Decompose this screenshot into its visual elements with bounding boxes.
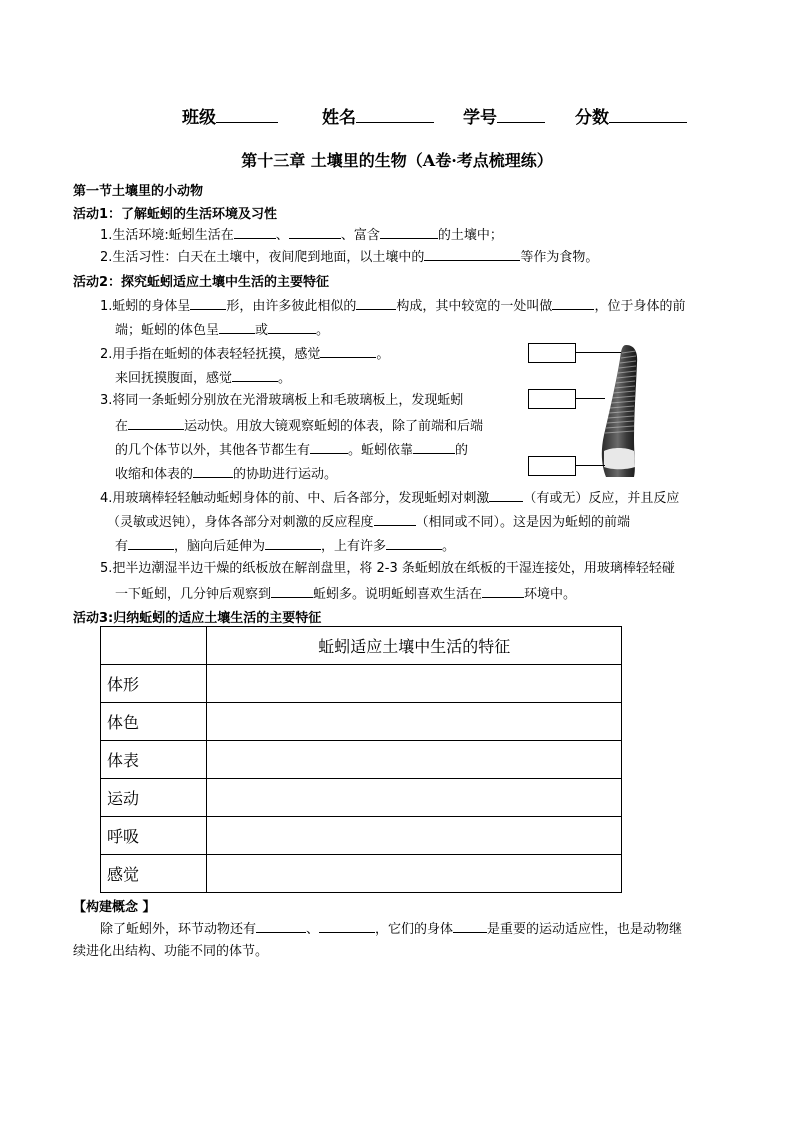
concept-line1: 除了蚯蚓外，环节动物还有 、 ，它们的身体 是重要的运动适应性，也是动物继 (100, 922, 683, 937)
score-label: 分数 (575, 108, 609, 128)
class-label: 班级 (182, 108, 216, 128)
blank-input[interactable] (453, 920, 487, 933)
row-label: 体色 (101, 703, 207, 741)
activity1-item2: 2.生活习性：白天在土壤中，夜间爬到地面，以土壤中的 等作为食物。 (100, 250, 599, 265)
label-pointer-line (575, 352, 621, 353)
table-row (101, 665, 622, 703)
blank-input[interactable] (265, 537, 321, 550)
activity2-q4-line1: 4.用玻璃棒轻轻触动蚯蚓身体的前、中、后各部分，发现蚯蚓对刺激 （有或无）反应，并且反应 (100, 491, 680, 506)
earthworm-image (594, 343, 648, 479)
activity2-q4-line3: 有 ，脑向后延伸为 ，上有许多 。 (115, 539, 456, 554)
activity2-q1-line2: 端；蚯蚓的体色呈 或 。 (115, 323, 330, 338)
table-row (101, 779, 622, 817)
row-label: 呼吸 (101, 817, 207, 855)
activity2-q3-line1: 3.将同一条蚯蚓分别放在光滑玻璃板上和毛玻璃板上，发现蚯蚓 (100, 393, 464, 408)
answer-cell[interactable] (207, 779, 622, 817)
blank-input[interactable] (219, 321, 255, 334)
answer-cell[interactable] (207, 817, 622, 855)
row-label: 体表 (101, 741, 207, 779)
activity2-q3-line2: 在 运动快。用放大镜观察蚯蚓的体表，除了前端和后端 (115, 419, 484, 434)
blank-input[interactable] (356, 297, 396, 310)
blank-input[interactable] (319, 920, 375, 933)
activity2-q3-line4: 收缩和体表的 的协助进行运动。 (115, 467, 338, 482)
blank-input[interactable] (232, 369, 278, 382)
blank-input[interactable] (320, 345, 376, 358)
blank-input[interactable] (374, 513, 416, 526)
answer-cell[interactable] (207, 703, 622, 741)
characteristics-table (100, 626, 622, 893)
name-field[interactable] (322, 103, 434, 128)
blank-input[interactable] (128, 417, 184, 430)
blank-input[interactable] (386, 537, 442, 550)
answer-cell[interactable] (207, 855, 622, 893)
label-pointer-line (575, 398, 605, 399)
activity2-q1-line1: 1.蚯蚓的身体呈 形，由许多彼此相似的 构成，其中较宽的一处叫做 ，位于身体的前 (100, 299, 686, 314)
page-title: 第十三章 土壤里的生物（A卷·考点梳理练） (241, 151, 553, 170)
activity2-q5-line1: 5.把半边潮湿半边干燥的纸板放在解剖盘里，将 2-3 条蚯蚓放在纸板的干湿连接处，用玻璃棒轻轻碰 (100, 561, 675, 576)
class-field[interactable] (182, 103, 278, 128)
label-box-1[interactable] (528, 343, 576, 363)
activity1-item1: 1.生活环境:蚯蚓生活在 、 、富含 的土壤中； (100, 228, 503, 243)
activity2-q4-line2: （灵敏或迟钝），身体各部分对刺激的反应程度 （相同或不同）。这是因为蚯蚓的前端 (107, 515, 631, 530)
student-id-label: 学号 (463, 108, 497, 128)
table-row (101, 855, 622, 893)
blank-input[interactable] (193, 465, 233, 478)
table-header-cell: 蚯蚓适应土壤中生活的特征 (207, 627, 622, 665)
activity1-heading: 活动1：了解蚯蚓的生活环境及习性 (73, 207, 278, 222)
row-label: 运动 (101, 779, 207, 817)
label-box-2[interactable] (528, 389, 576, 409)
score-field[interactable] (575, 103, 687, 128)
row-label: 感觉 (101, 855, 207, 893)
blank-input[interactable] (413, 441, 455, 454)
table-row (101, 817, 622, 855)
blank-input[interactable] (234, 226, 276, 239)
student-id-field[interactable] (463, 103, 545, 128)
blank-input[interactable] (552, 297, 594, 310)
blank-input[interactable] (424, 248, 520, 261)
blank-input[interactable] (271, 585, 313, 598)
blank-input[interactable] (289, 226, 341, 239)
row-label: 体形 (101, 665, 207, 703)
blank-input[interactable] (268, 321, 316, 334)
table-row (101, 703, 622, 741)
activity2-q5-line2: 一下蚯蚓，几分钟后观察到 蚯蚓多。说明蚯蚓喜欢生活在 环境中。 (115, 587, 577, 602)
concept-heading: 【构建概念 】 (73, 900, 156, 915)
answer-cell[interactable] (207, 741, 622, 779)
label-box-3[interactable] (528, 456, 576, 476)
activity2-q2-line2: 来回抚摸腹面，感觉 。 (115, 371, 292, 386)
blank-input[interactable] (128, 537, 174, 550)
blank-input[interactable] (482, 585, 524, 598)
concept-line2: 续进化出结构、功能不同的体节。 (73, 944, 269, 959)
student-info-header (0, 103, 794, 131)
activity2-q3-line3: 的几个体节以外，其他各节都生有 。蚯蚓依靠 的 (115, 443, 469, 458)
answer-cell[interactable] (207, 665, 622, 703)
blank-input[interactable] (190, 297, 226, 310)
blank-input[interactable] (256, 920, 306, 933)
table-row (101, 741, 622, 779)
table-header-row (101, 627, 622, 665)
blank-input[interactable] (489, 489, 523, 502)
activity2-heading: 活动2：探究蚯蚓适应土壤中生活的主要特征 (73, 275, 330, 290)
activity3-heading: 活动3:归纳蚯蚓的适应土壤生活的主要特征 (73, 611, 322, 626)
blank-input[interactable] (380, 226, 438, 239)
label-pointer-line (575, 465, 605, 466)
table-header-empty (101, 627, 207, 665)
section-heading: 第一节土壤里的小动物 (73, 184, 204, 199)
activity2-q2-line1: 2.用手指在蚯蚓的体表轻轻抚摸，感觉 。 (100, 347, 390, 362)
name-label: 姓名 (322, 108, 356, 128)
blank-input[interactable] (310, 441, 348, 454)
